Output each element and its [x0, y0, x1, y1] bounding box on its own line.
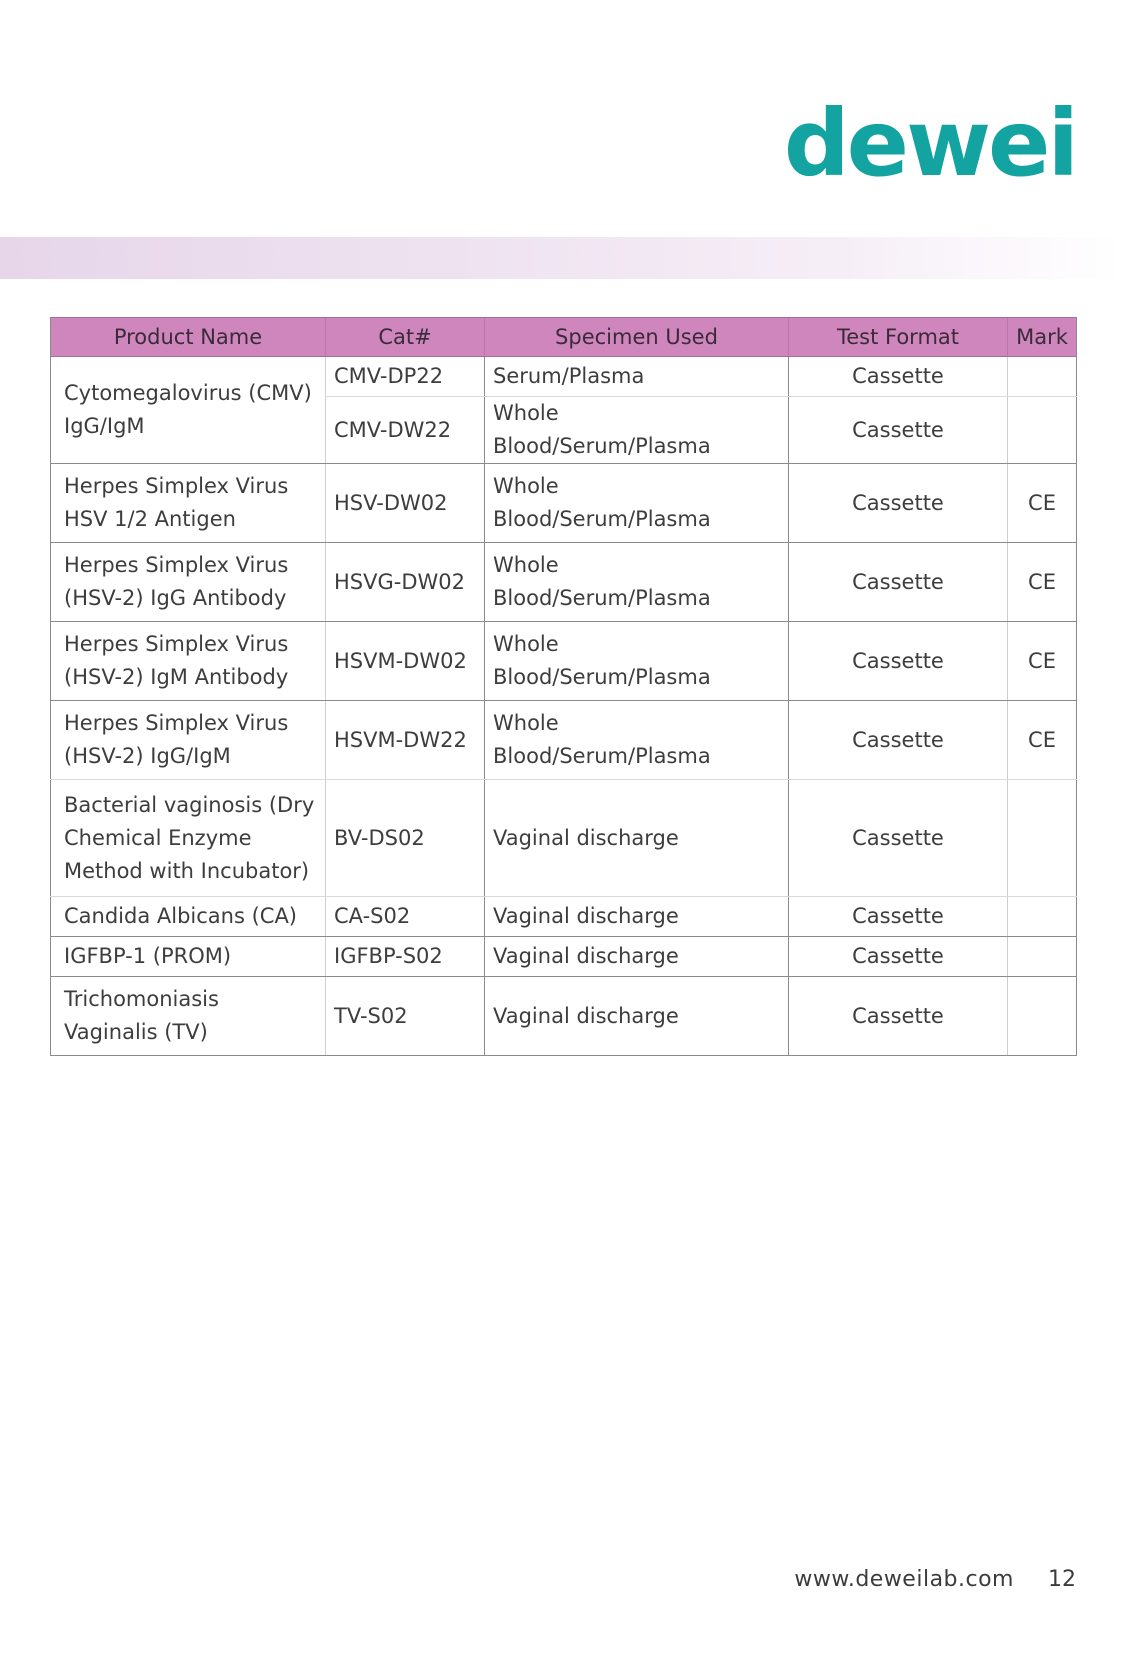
mark-cell — [1008, 937, 1077, 977]
product-name-cell: Herpes Simplex Virus HSV 1/2 Antigen — [51, 464, 326, 543]
table-row — [51, 977, 1077, 1056]
table-row — [51, 937, 1077, 977]
format-cell: Cassette — [789, 780, 1008, 897]
cat-cell: IGFBP-S02 — [326, 937, 485, 977]
specimen-cell: Serum/Plasma — [485, 357, 789, 397]
product-name-cell: Trichomoniasis Vaginalis (TV) — [51, 977, 326, 1056]
product-table — [50, 317, 1077, 1056]
table-row — [51, 464, 1077, 543]
cat-cell: TV-S02 — [326, 977, 485, 1056]
table-row — [51, 701, 1077, 780]
mark-cell: CE — [1008, 622, 1077, 701]
mark-cell: CE — [1008, 701, 1077, 780]
table-header-row — [51, 318, 1077, 357]
mark-cell — [1008, 780, 1077, 897]
mark-cell — [1008, 977, 1077, 1056]
cat-cell: HSVM-DW02 — [326, 622, 485, 701]
specimen-cell: Whole Blood/Serum/Plasma — [485, 701, 789, 780]
specimen-cell: Vaginal discharge — [485, 977, 789, 1056]
table-row — [51, 780, 1077, 897]
specimen-cell: Vaginal discharge — [485, 780, 789, 897]
page-footer — [0, 1567, 1122, 1597]
page-number: 12 — [1048, 1567, 1076, 1592]
format-cell: Cassette — [789, 897, 1008, 937]
specimen-cell: Whole Blood/Serum/Plasma — [485, 397, 789, 464]
header-product-name: Product Name — [51, 318, 326, 357]
header-specimen-used: Specimen Used — [485, 318, 789, 357]
cat-cell: CMV-DP22 — [326, 357, 485, 397]
header-cat: Cat# — [326, 318, 485, 357]
decorative-band — [0, 237, 1122, 279]
format-cell: Cassette — [789, 543, 1008, 622]
format-cell: Cassette — [789, 357, 1008, 397]
specimen-cell: Vaginal discharge — [485, 937, 789, 977]
format-cell: Cassette — [789, 701, 1008, 780]
mark-cell — [1008, 357, 1077, 397]
product-name-cell: Candida Albicans (CA) — [51, 897, 326, 937]
format-cell: Cassette — [789, 622, 1008, 701]
mark-cell — [1008, 897, 1077, 937]
website-url: www.deweilab.com — [794, 1567, 1014, 1592]
product-name-cell: Cytomegalovirus (CMV) IgG/IgM — [51, 357, 326, 464]
cat-cell: CA-S02 — [326, 897, 485, 937]
specimen-cell: Vaginal discharge — [485, 897, 789, 937]
table-row — [51, 543, 1077, 622]
header-mark: Mark — [1008, 318, 1077, 357]
format-cell: Cassette — [789, 464, 1008, 543]
specimen-cell: Whole Blood/Serum/Plasma — [485, 543, 789, 622]
product-name-cell: Herpes Simplex Virus (HSV-2) IgM Antibody — [51, 622, 326, 701]
table-row — [51, 357, 1077, 397]
cat-cell: HSVG-DW02 — [326, 543, 485, 622]
format-cell: Cassette — [789, 397, 1008, 464]
specimen-cell: Whole Blood/Serum/Plasma — [485, 464, 789, 543]
cat-cell: CMV-DW22 — [326, 397, 485, 464]
specimen-cell: Whole Blood/Serum/Plasma — [485, 622, 789, 701]
cat-cell: BV-DS02 — [326, 780, 485, 897]
mark-cell: CE — [1008, 543, 1077, 622]
product-name-cell: Bacterial vaginosis (Dry Chemical Enzyme Method with Incubator) — [51, 780, 326, 897]
product-name-cell: Herpes Simplex Virus (HSV-2) IgG/IgM — [51, 701, 326, 780]
mark-cell: CE — [1008, 464, 1077, 543]
table-row — [51, 897, 1077, 937]
cat-cell: HSVM-DW22 — [326, 701, 485, 780]
format-cell: Cassette — [789, 977, 1008, 1056]
cat-cell: HSV-DW02 — [326, 464, 485, 543]
header-test-format: Test Format — [789, 318, 1008, 357]
table-row — [51, 622, 1077, 701]
product-name-cell: Herpes Simplex Virus (HSV-2) IgG Antibody — [51, 543, 326, 622]
mark-cell — [1008, 397, 1077, 464]
dewei-logo: dewei — [783, 90, 1076, 197]
format-cell: Cassette — [789, 937, 1008, 977]
product-name-cell: IGFBP-1 (PROM) — [51, 937, 326, 977]
